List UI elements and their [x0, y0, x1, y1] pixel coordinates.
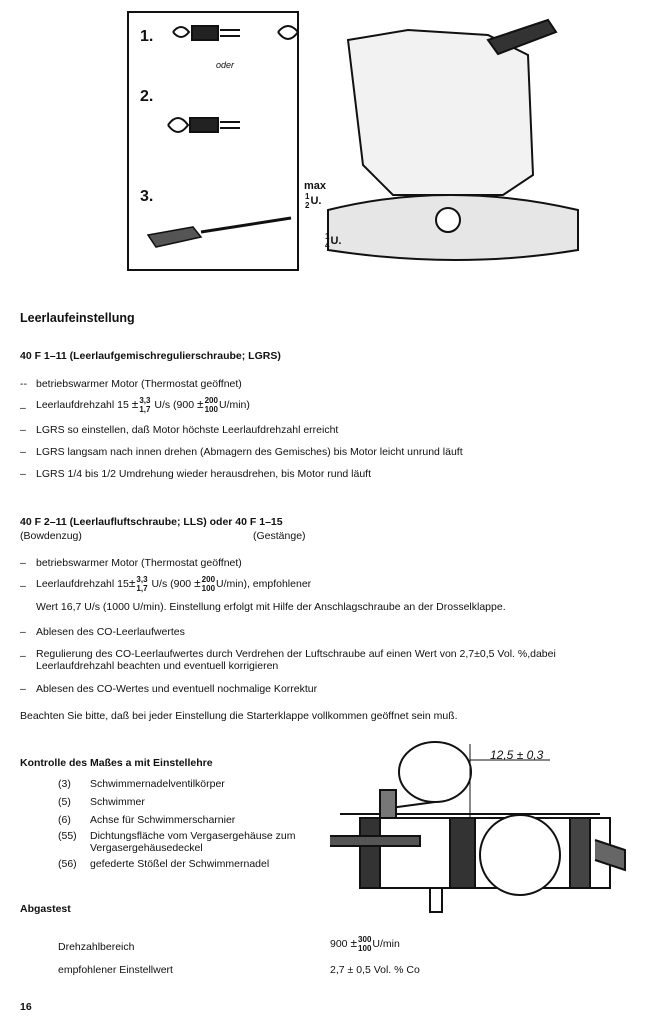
part-text: Dichtungsfläche vom Vergasergehäuse zum: [90, 830, 296, 842]
dimension-label: 12,5 ± 0,3: [490, 748, 544, 762]
min-label: [324, 232, 341, 250]
page-number: 16: [20, 1001, 32, 1013]
kontrolle-heading: Kontrolle des Maßes a mit Einstellehre: [20, 757, 213, 769]
block2-rpm-line: Leerlaufdrehzahl 15± 3,3 1,7 U/s (900 ± 200 100 U/min), empfohlener: [36, 575, 312, 593]
block1-item3: LGRS langsam nach innen drehen (Abmagern des Gemisches) bis Motor leicht unrund läuft: [36, 446, 463, 458]
bullet-dash: –: [20, 446, 26, 458]
block1-item2: LGRS so einstellen, daß Motor höchste Leerlaufdrehzahl erreicht: [36, 424, 339, 436]
carburetor-body-icon: [328, 20, 578, 260]
carburetor-figure: [128, 10, 568, 280]
abgastest-row2-value: 2,7 ± 0,5 Vol. % Co: [330, 964, 420, 976]
block2-heading: 40 F 2–11 (Leerlaufluftschraube; LLS) oder 40 F 1–15: [20, 516, 283, 528]
block2-item4b: Leerlaufdrehzahl beachten und eventuell korrigieren: [36, 660, 279, 672]
block2-sub-left: (Bowdenzug): [20, 530, 82, 542]
section-title: Leerlaufeinstellung: [20, 311, 135, 325]
step2-label: 2.: [140, 88, 154, 105]
part-text: gefederte Stößel der Schwimmernadel: [90, 858, 270, 870]
part-text: Achse für Schwimmerscharnier: [90, 814, 236, 826]
block1-rpm-line: Leerlaufdrehzahl 15 ± 3,3 1,7 U/s (900 ± 200 100 U/min): [36, 396, 250, 414]
screwdriver-icon: [148, 218, 291, 247]
screw-icon-step1: [173, 26, 298, 40]
block1-item4: LGRS 1/4 bis 1/2 Umdrehung wieder herausdrehen, bis Motor rund läuft: [36, 468, 372, 480]
bullet-dash: –: [20, 580, 26, 592]
bullet-dash: --: [20, 378, 27, 390]
block2-item5: Ablesen des CO-Wertes und eventuell nochmalige Korrektur: [36, 683, 318, 695]
float-gauge-illustration: [330, 730, 640, 920]
part-num: (6): [58, 814, 71, 826]
bullet-dash: –: [20, 424, 26, 436]
block2-sub-right: (Gestänge): [253, 530, 306, 542]
block1-item1: betriebswarmer Motor (Thermostat geöffnet): [36, 378, 242, 390]
abgastest-row1-value: 900 ± 300 100 U/min: [330, 935, 400, 953]
block2-item3: Ablesen des CO-Leerlaufwertes: [36, 626, 185, 638]
max-unit: U.: [310, 194, 322, 207]
bullet-dash: –: [20, 557, 26, 569]
note-text: Beachten Sie bitte, daß bei jeder Einstellung die Starterklappe vollkommen geöffnet sein muß.: [20, 710, 458, 722]
carburetor-illustration: [128, 10, 568, 280]
max-label: [304, 180, 326, 210]
bullet-dash: –: [20, 626, 26, 638]
bullet-dash: –: [20, 650, 26, 662]
abgastest-heading: Abgastest: [20, 903, 71, 915]
part-num: (55): [58, 830, 77, 842]
part-num: (56): [58, 858, 77, 870]
bullet-dash: –: [20, 402, 26, 414]
step1-oder: oder: [216, 60, 235, 70]
part-num: (3): [58, 778, 71, 790]
min-unit: U.: [330, 234, 342, 247]
step3-label: 3.: [140, 188, 154, 205]
part-text: Schwimmer: [90, 796, 145, 808]
part-text: Schwimmernadelventilkörper: [90, 778, 225, 790]
bullet-dash: –: [20, 468, 26, 480]
block2-rpm-continuation: Wert 16,7 U/s (1000 U/min). Einstellung erfolgt mit Hilfe der Anschlagschraube an der Drosselklappe.: [36, 601, 506, 613]
part-num: (5): [58, 796, 71, 808]
abgastest-row2-label: empfohlener Einstellwert: [58, 964, 173, 976]
min-fraction: 1 4: [325, 232, 330, 250]
part-text: Vergasergehäusedeckel: [90, 842, 203, 854]
screw-icon-step2: [168, 118, 240, 132]
bullet-dash: –: [20, 683, 26, 695]
block2-item4a: Regulierung des CO-Leerlaufwertes durch Verdrehen der Luftschraube auf einen Wert von 2,7±0,5 Vol. %,dabei: [36, 648, 556, 660]
block2-item1: betriebswarmer Motor (Thermostat geöffnet): [36, 557, 242, 569]
block1-heading: 40 F 1–11 (Leerlaufgemischregulierschraube; LGRS): [20, 350, 281, 362]
abgastest-row1-label: Drehzahlbereich: [58, 941, 135, 953]
max-fraction: 1 2: [305, 192, 310, 210]
float-gauge-diagram: [330, 730, 640, 920]
step1-label: 1.: [140, 28, 154, 45]
max-text: max: [304, 180, 327, 192]
